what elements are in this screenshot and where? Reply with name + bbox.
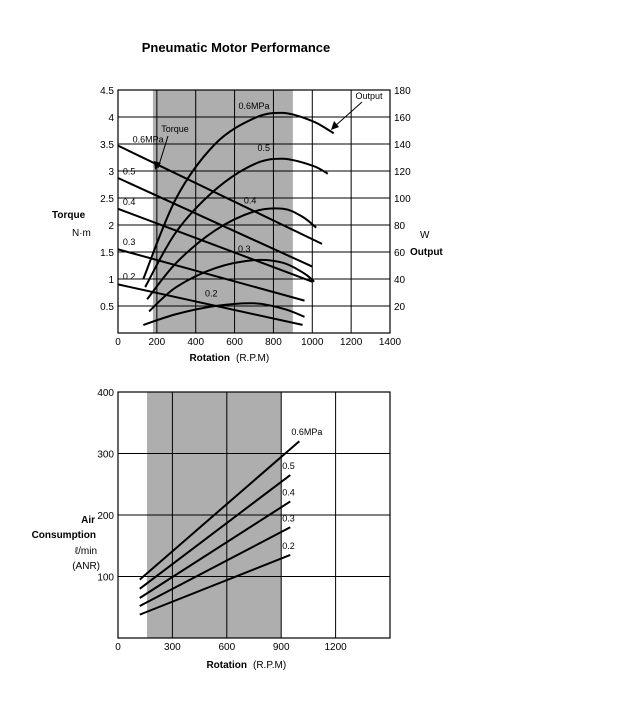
y-tick-label-left: 1.5 [100, 248, 114, 259]
x-tick-label: 800 [265, 337, 282, 348]
y-axis-unit-left: N·m [72, 228, 91, 239]
y-tick-label-right: 140 [394, 140, 411, 151]
y-tick-label-left: 3.5 [100, 140, 114, 151]
x-tick-label: 1000 [301, 337, 324, 348]
output-series-label: 0.2 [204, 288, 218, 299]
air-consumption-chart [32, 388, 390, 671]
y-axis-label-line1: Air [81, 515, 95, 526]
air-series-label: 0.2 [282, 540, 295, 551]
torque-output-chart [52, 86, 443, 364]
y-axis-unit: ℓ/min [74, 546, 97, 557]
x-tick-label: 0 [115, 642, 121, 653]
torque-series-label: 0.5 [122, 166, 136, 177]
x-axis-label: Rotation [189, 353, 230, 364]
y-axis-label-line2: Consumption [31, 530, 96, 541]
y-tick-label: 400 [97, 388, 114, 399]
x-tick-label: 200 [148, 337, 166, 348]
y-axis-unit-right: W [420, 230, 430, 241]
output-series-label: 0.5 [257, 142, 270, 153]
x-tick-label: 1200 [324, 642, 347, 653]
x-tick-label: 400 [187, 337, 205, 348]
y-axis-label-left: Torque [52, 210, 86, 221]
chart-title: Pneumatic Motor Performance [141, 40, 331, 55]
y-axis-label-right: Output [410, 247, 443, 258]
y-tick-label-right: 100 [394, 194, 411, 205]
y-tick-label: 300 [97, 449, 114, 461]
torque-series-label: 0.4 [122, 196, 136, 207]
y-tick-label-right: 60 [394, 248, 406, 259]
x-axis-unit: (R.P.M) [253, 660, 287, 671]
y-tick-label-right: 40 [394, 275, 406, 286]
output-series-label: 0.4 [243, 195, 257, 206]
output-annotation-arrow [334, 102, 362, 127]
y-tick-label: 200 [97, 511, 114, 522]
x-tick-label: 300 [164, 642, 181, 653]
air-series-label: 0.6MPa [291, 427, 323, 438]
torque-series-label: 0.6MPa [132, 134, 164, 145]
y-tick-label-left: 3 [108, 167, 114, 178]
y-tick-label-right: 160 [394, 113, 411, 124]
air-series-label: 0.5 [282, 461, 295, 472]
x-tick-label: 600 [218, 642, 236, 653]
output-annotation: Output [355, 91, 383, 101]
y-tick-label-left: 0.5 [100, 302, 114, 313]
y-tick-label-right: 80 [394, 221, 406, 232]
x-tick-label: 1200 [340, 337, 363, 348]
x-tick-label: 600 [226, 337, 243, 348]
x-tick-label: 0 [115, 337, 121, 348]
output-series-label: 0.6MPa [238, 100, 270, 111]
torque-series-label: 0.3 [122, 236, 136, 247]
y-tick-label-right: 120 [394, 167, 411, 178]
y-tick-label-right: 20 [394, 302, 406, 313]
x-tick-label: 1400 [378, 337, 402, 348]
output-series-label: 0.3 [238, 244, 251, 255]
y-tick-label-left: 4.5 [100, 86, 114, 97]
output-annotation-arrowhead [331, 121, 339, 130]
y-tick-label-right: 180 [394, 86, 411, 97]
y-tick-label: 100 [97, 572, 114, 584]
air-series-label: 0.4 [282, 487, 295, 498]
y-tick-label-left: 2 [108, 221, 114, 232]
air-series-label: 0.3 [282, 513, 295, 524]
y-axis-unit-anr: (ANR) [72, 561, 100, 572]
torque-series-label: 0.2 [122, 271, 136, 282]
y-tick-label-left: 2.5 [100, 194, 114, 205]
x-axis-label: Rotation [206, 660, 247, 671]
x-axis-unit: (R.P.M) [236, 353, 270, 364]
y-tick-label-left: 4 [108, 113, 114, 124]
x-tick-label: 900 [272, 642, 290, 653]
torque-annotation: Torque [161, 124, 189, 134]
y-tick-label-left: 1 [108, 275, 114, 286]
